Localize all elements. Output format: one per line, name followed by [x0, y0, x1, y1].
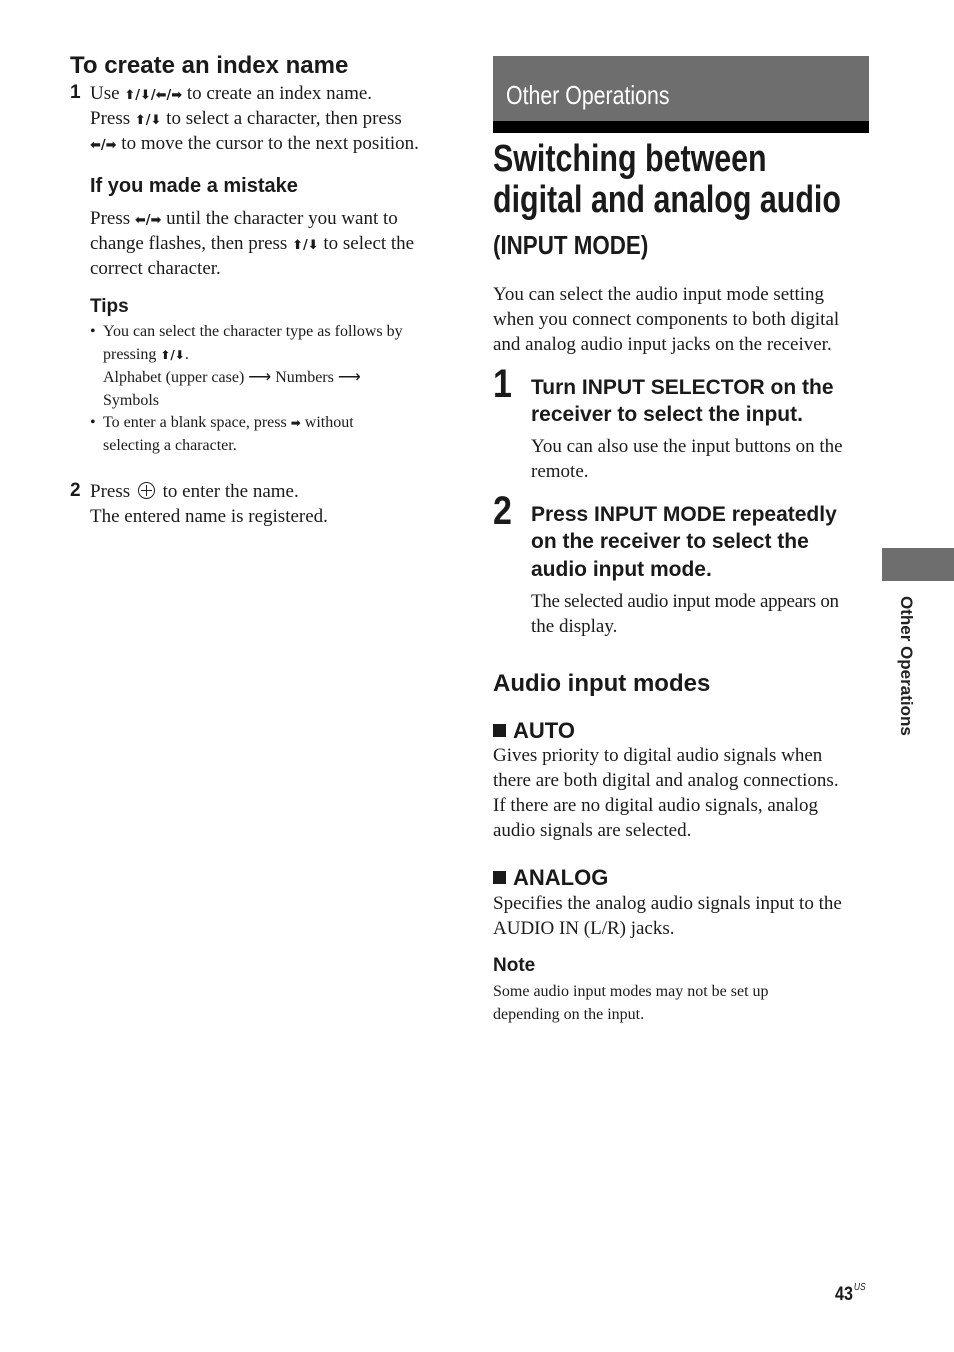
side-tab-label: Other Operations [897, 596, 916, 736]
step-2-line-2: The entered name is registered. [90, 506, 328, 527]
text: Press [90, 208, 135, 229]
mode-auto-body: Gives priority to digital audio signals when [493, 745, 823, 766]
arrow-keys-icon: ⬆/⬇/⬅/➡ [124, 88, 183, 103]
text: to select the [318, 233, 415, 254]
text: until the character you want to [161, 208, 398, 229]
right-arrow-icon: ➡ [290, 416, 301, 430]
subheading-mistake: If you made a mistake [90, 175, 298, 197]
tips-heading: Tips [90, 296, 129, 317]
tip-1-line-1: You can select the character type as follows by [103, 323, 403, 340]
step-2-body: The selected audio input mode appears on [531, 591, 839, 612]
step-number: 2 [70, 480, 81, 501]
text: 43 [835, 1284, 853, 1305]
text: change flashes, then press [90, 233, 293, 254]
tip-1-line-4: Symbols [103, 392, 160, 409]
left-right-arrows-icon: ⬅/➡ [134, 213, 162, 228]
text: to move the cursor to the next position. [116, 133, 419, 154]
step-2-body: the display. [531, 616, 618, 637]
up-down-arrows-icon: ⬆/⬇ [292, 238, 319, 253]
mode-auto-body: there are both digital and analog connections. [493, 770, 839, 791]
step-2-heading: on the receiver to select the [531, 530, 809, 553]
step-1-line-3 [90, 131, 419, 158]
text: to create an index name. [182, 83, 373, 104]
step-1-heading: Turn INPUT SELECTOR on the [531, 376, 834, 399]
step-2-heading: Press INPUT MODE repeatedly [531, 503, 837, 526]
mistake-line-1 [90, 206, 398, 233]
step-number: 2 [493, 489, 512, 533]
text: Numbers [271, 369, 338, 386]
note-heading: Note [493, 955, 536, 976]
left-right-arrows-icon: ⬅/➡ [90, 138, 117, 153]
tip-2-line-1 [103, 411, 354, 435]
mode-analog-body: Specifies the analog audio signals input to the [493, 893, 842, 914]
step-1-body: remote. [531, 461, 589, 482]
mistake-line-2 [90, 231, 414, 258]
text: Press [90, 108, 135, 129]
section-heading: To create an index name [70, 52, 349, 79]
bullet-icon: • [90, 414, 96, 431]
side-tab-marker [882, 548, 954, 581]
side-tab-label-wrap [892, 596, 916, 766]
text: To enter a blank space, press [103, 414, 291, 431]
tip-1-line-2 [103, 343, 189, 367]
step-1-heading: receiver to select the input. [531, 403, 803, 426]
intro-line: You can select the audio input mode setting [493, 284, 825, 305]
intro-line: when you connect components to both digital [493, 309, 840, 330]
bullet-icon: • [90, 323, 96, 340]
square-bullet-icon [493, 871, 506, 884]
note-body: depending on the input. [493, 1006, 645, 1023]
mistake-line-3: correct character. [90, 258, 221, 279]
enter-button-icon [138, 482, 155, 499]
text: . [184, 346, 189, 363]
text: Alphabet (upper case) [103, 369, 249, 386]
text: Use [90, 83, 125, 104]
step-2-line-1 [90, 479, 299, 504]
tip-1-line-3 [103, 366, 361, 389]
text: ANALOG [513, 865, 609, 890]
step-1-line-2 [90, 106, 402, 133]
page-title-line-2: digital and analog audio [493, 179, 841, 221]
banner-title: Other Operations [506, 80, 670, 110]
text: to select a character, then press [161, 108, 402, 129]
step-2-heading: audio input mode. [531, 558, 712, 581]
note-body: Some audio input modes may not be set up [493, 983, 769, 1000]
text: to enter the name. [157, 481, 299, 502]
page-title-line-1: Switching between [493, 138, 767, 180]
mode-analog-body: AUDIO IN (L/R) jacks. [493, 918, 675, 939]
page-number [835, 1282, 866, 1306]
page-subtitle: (INPUT MODE) [493, 230, 649, 260]
text: pressing [103, 346, 161, 363]
mode-auto-heading [493, 718, 575, 744]
step-number: 1 [70, 82, 81, 103]
intro-line: and analog audio input jacks on the receiver. [493, 334, 832, 355]
mode-analog-heading [493, 865, 608, 891]
text: AUTO [513, 718, 575, 743]
up-down-arrows-icon: ⬆/⬇ [160, 348, 185, 362]
step-number: 1 [493, 362, 512, 406]
mode-auto-body: audio signals are selected. [493, 820, 692, 841]
step-1-body: You can also use the input buttons on the [531, 436, 843, 457]
square-bullet-icon [493, 724, 506, 737]
up-down-arrows-icon: ⬆/⬇ [134, 113, 162, 128]
mode-auto-body: If there are no digital audio signals, analog [493, 795, 819, 816]
arrow-right-icon: ⟶ [248, 369, 272, 386]
tip-2-line-2: selecting a character. [103, 437, 237, 454]
text: Press [90, 481, 135, 502]
text: without [300, 414, 354, 431]
step-1-line-1 [90, 81, 372, 108]
page-suffix: US [853, 1282, 866, 1293]
arrow-right-icon: ⟶ [337, 369, 361, 386]
modes-heading: Audio input modes [493, 670, 711, 697]
